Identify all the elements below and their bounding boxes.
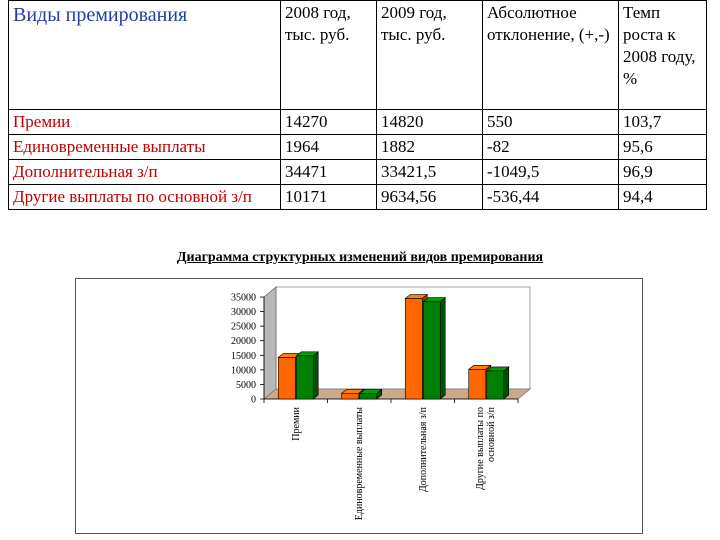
table-cell: 14820 [377, 110, 483, 135]
table-cell: 96,9 [619, 160, 707, 185]
bar [360, 394, 377, 399]
x-tick-label: Премии [290, 407, 302, 441]
chart-title-text: Диаграмма структурных изменений видов премирования [176, 250, 544, 265]
y-tick-label: 35000 [231, 292, 256, 304]
header-cell: Абсолютное отклонение, (+,-) [483, 1, 619, 110]
header-cell: 2008 год, тыс. руб. [281, 1, 377, 110]
bar [342, 393, 359, 399]
table-cell: 550 [483, 110, 619, 135]
bar-side [440, 298, 445, 399]
y-tick-label: 30000 [231, 307, 256, 319]
table-cell: 9634,56 [377, 185, 483, 210]
y-tick-label: 15000 [231, 350, 256, 362]
x-tick-label: Другие выплаты по основной з/п [475, 407, 498, 490]
chart-side-wall [264, 287, 276, 399]
header-cell: Виды премирования [9, 1, 281, 110]
table-cell: -1049,5 [483, 160, 619, 185]
table-cell: -82 [483, 135, 619, 160]
bar [296, 356, 313, 399]
bar [487, 371, 504, 399]
bar-side [313, 352, 318, 399]
table-cell: 33421,5 [377, 160, 483, 185]
table-cell: 10171 [281, 185, 377, 210]
table-cell: 1964 [281, 135, 377, 160]
premia-table [8, 0, 707, 210]
y-tick-label: 5000 [236, 379, 256, 391]
chart-frame [75, 278, 643, 534]
table-row [9, 160, 707, 185]
y-tick-label: 0 [251, 394, 256, 406]
table-cell: 103,7 [619, 110, 707, 135]
bar [469, 369, 486, 399]
header-cell: 2009 год, тыс. руб. [377, 1, 483, 110]
table-cell: 94,4 [619, 185, 707, 210]
table-cell: 95,6 [619, 135, 707, 160]
row-label: Премии [9, 110, 281, 135]
header-cell: Темп роста к 2008 году, % [619, 1, 707, 110]
table-row [9, 110, 707, 135]
chart-title [0, 250, 720, 266]
table-cell: 1882 [377, 135, 483, 160]
table-cell: 14270 [281, 110, 377, 135]
table-row [9, 135, 707, 160]
bar [405, 299, 422, 399]
table-cell: 34471 [281, 160, 377, 185]
table-cell: -536,44 [483, 185, 619, 210]
y-tick-label: 20000 [231, 336, 256, 348]
row-label: Другие выплаты по основной з/п [9, 185, 281, 210]
y-tick-label: 10000 [231, 365, 256, 377]
y-tick-label: 25000 [231, 321, 256, 333]
table-header-row [9, 1, 707, 110]
bar [423, 302, 440, 399]
bar [278, 357, 295, 399]
table-row [9, 185, 707, 210]
x-tick-label: Единовременные выплаты [353, 407, 365, 521]
x-tick-label: Дополнительная з/п [417, 407, 429, 493]
row-label: Дополнительная з/п [9, 160, 281, 185]
bar-side [504, 367, 509, 399]
row-label: Единовременные выплаты [9, 135, 281, 160]
